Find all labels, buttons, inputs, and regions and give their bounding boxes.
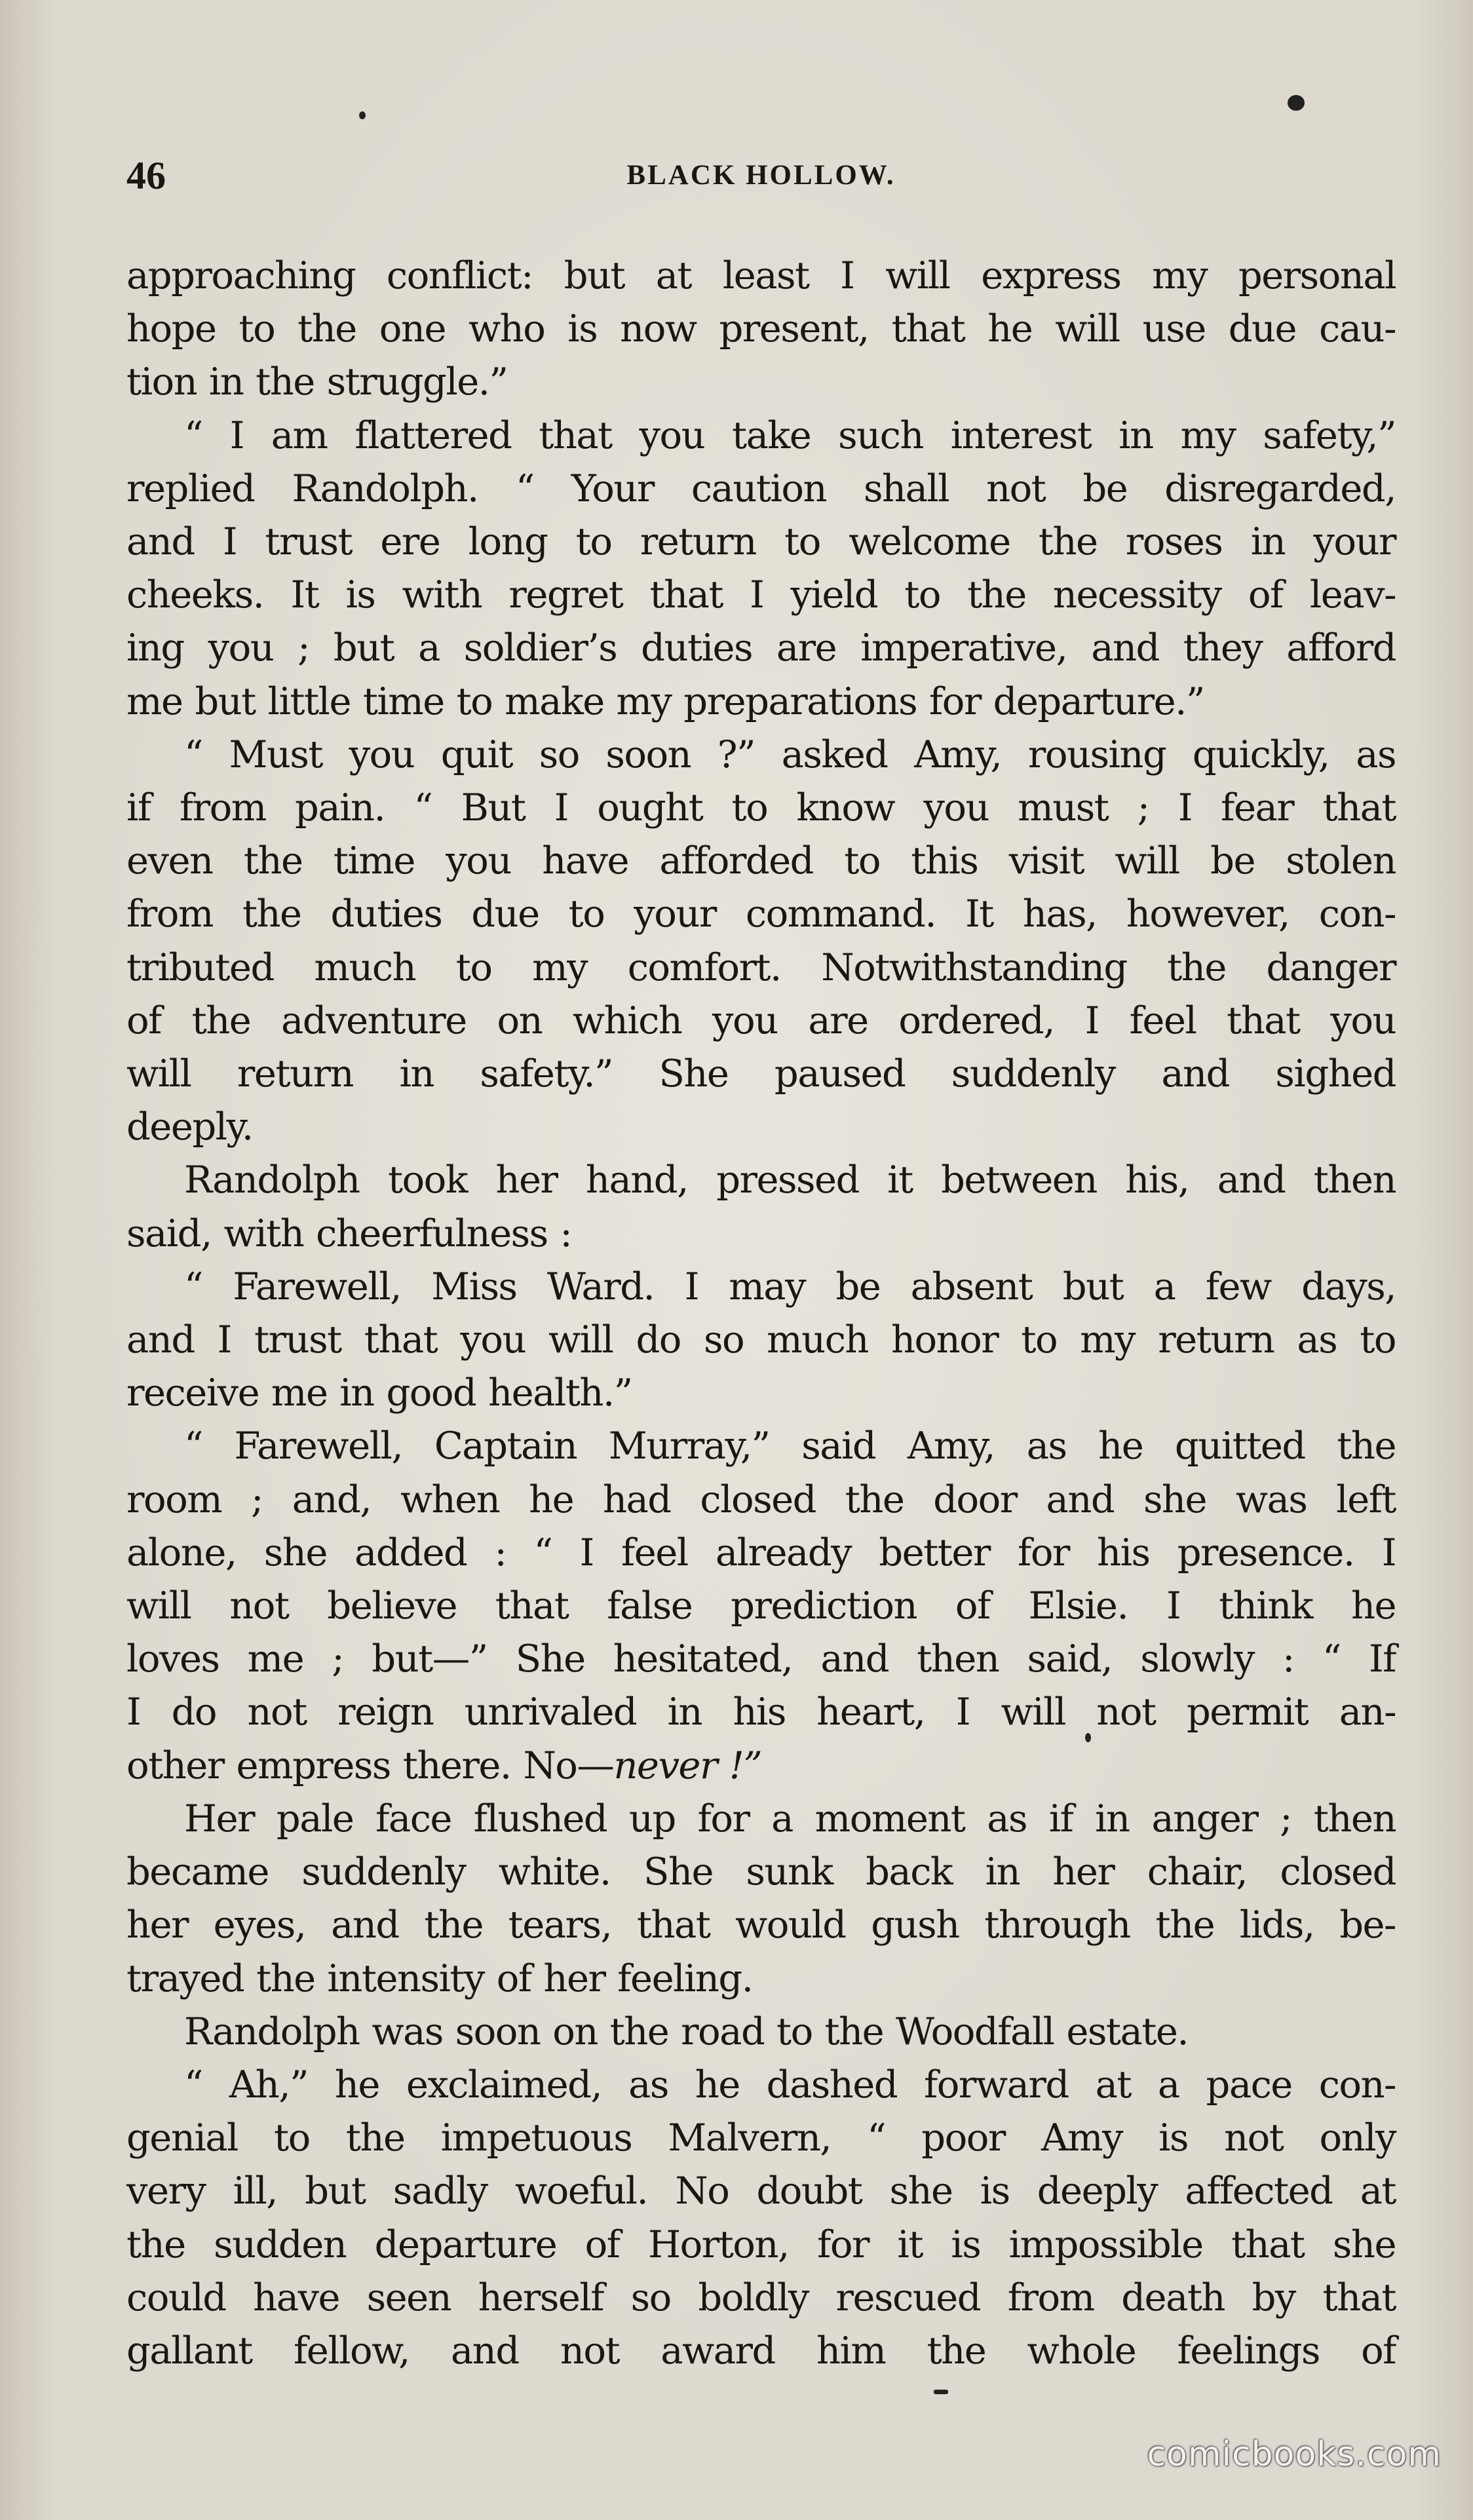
- text-line: me but little time to make my preparations for departure.”: [126, 679, 1204, 723]
- ink-speck: [934, 2390, 948, 2394]
- body-text: [126, 249, 1396, 2377]
- ink-speck: [1288, 95, 1305, 111]
- text-line: tion in the struggle.”: [126, 360, 508, 404]
- text-line: [126, 1739, 1396, 1792]
- text-line: will not believe that false prediction of Elsie. I think he: [126, 1584, 1396, 1628]
- text-line: said, with cheerfulness :: [126, 1211, 572, 1255]
- text-line: genial to the impetuous Malvern, “ poor Amy is not only: [126, 2116, 1396, 2160]
- text-line: gallant fellow, and not award him the whole feelings of: [126, 2328, 1396, 2373]
- text-line: even the time you have afforded to this visit will be stolen: [126, 839, 1396, 883]
- ink-speck: [359, 111, 366, 119]
- text-line: became suddenly white. She sunk back in her chair, closed: [126, 1850, 1396, 1894]
- text-line: of the adventure on which you are ordered, I feel that you: [126, 998, 1396, 1042]
- text-line: “ Farewell, Captain Murray,” said Amy, as he quitted the: [184, 1424, 1396, 1468]
- text-line: and I trust that you will do so much honor to my return as to: [126, 1318, 1396, 1362]
- text-line: Randolph took her hand, pressed it between his, and then: [184, 1158, 1396, 1202]
- page-header: [126, 149, 1396, 202]
- text-line: could have seen herself so boldly rescued from death by that: [126, 2275, 1396, 2320]
- text-line: “ I am flattered that you take such interest in my safety,”: [184, 413, 1396, 457]
- text-line: her eyes, and the tears, that would gush through the lids, be-: [126, 1903, 1396, 1947]
- text-line: room ; and, when he had closed the door and she was left: [126, 1477, 1396, 1521]
- text-line: the sudden departure of Horton, for it is impossible that she: [126, 2222, 1396, 2266]
- text-line: Randolph was soon on the road to the Woodfall estate.: [184, 2009, 1189, 2053]
- text-line: hope to the one who is now present, that he will use due cau-: [126, 307, 1396, 351]
- text-line: “ Must you quit so soon ?” asked Amy, rousing quickly, as: [184, 732, 1396, 776]
- text-line-start: other empress there. No—: [126, 1743, 614, 1787]
- text-line: will return in safety.” She paused suddenly and sighed: [126, 1052, 1396, 1096]
- text-line: trayed the intensity of her feeling.: [126, 1956, 753, 2000]
- text-line: receive me in good health.”: [126, 1371, 632, 1415]
- text-line: tributed much to my comfort. Notwithstanding the danger: [126, 945, 1396, 989]
- text-line: if from pain. “ But I ought to know you must ; I fear that: [126, 786, 1396, 830]
- text-line: alone, she added : “ I feel already better for his presence. I: [126, 1530, 1396, 1575]
- text-line: Her pale face flushed up for a moment as if in anger ; then: [184, 1796, 1396, 1841]
- text-line: and I trust ere long to return to welcome the roses in your: [126, 520, 1396, 564]
- text-line: replied Randolph. “ Your caution shall not be disregarded,: [126, 466, 1396, 510]
- text-line: ing you ; but a soldier’s duties are imperative, and they afford: [126, 626, 1396, 670]
- text-line: deeply.: [126, 1105, 253, 1149]
- text-line: loves me ; but—” She hesitated, and then said, slowly : “ If: [126, 1637, 1396, 1681]
- text-line: I do not reign unrivaled in his heart, I will not permit an-: [126, 1690, 1396, 1734]
- text-line: “ Farewell, Miss Ward. I may be absent but a few days,: [184, 1264, 1396, 1308]
- italic-emphasis: never !”: [613, 1743, 762, 1787]
- text-line: cheeks. It is with regret that I yield to the necessity of leav-: [126, 573, 1396, 617]
- watermark: comicbooks.com: [1147, 2435, 1442, 2474]
- running-title: BLACK HOLLOW.: [626, 160, 896, 191]
- text-line: “ Ah,” he exclaimed, as he dashed forward at a pace con-: [184, 2062, 1396, 2107]
- page-number: 46: [126, 154, 166, 197]
- text-line: from the duties due to your command. It has, however, con-: [126, 892, 1396, 936]
- text-line: approaching conflict: but at least I will express my personal: [126, 254, 1396, 297]
- text-line: very ill, but sadly woeful. No doubt she is deeply affected at: [126, 2169, 1396, 2213]
